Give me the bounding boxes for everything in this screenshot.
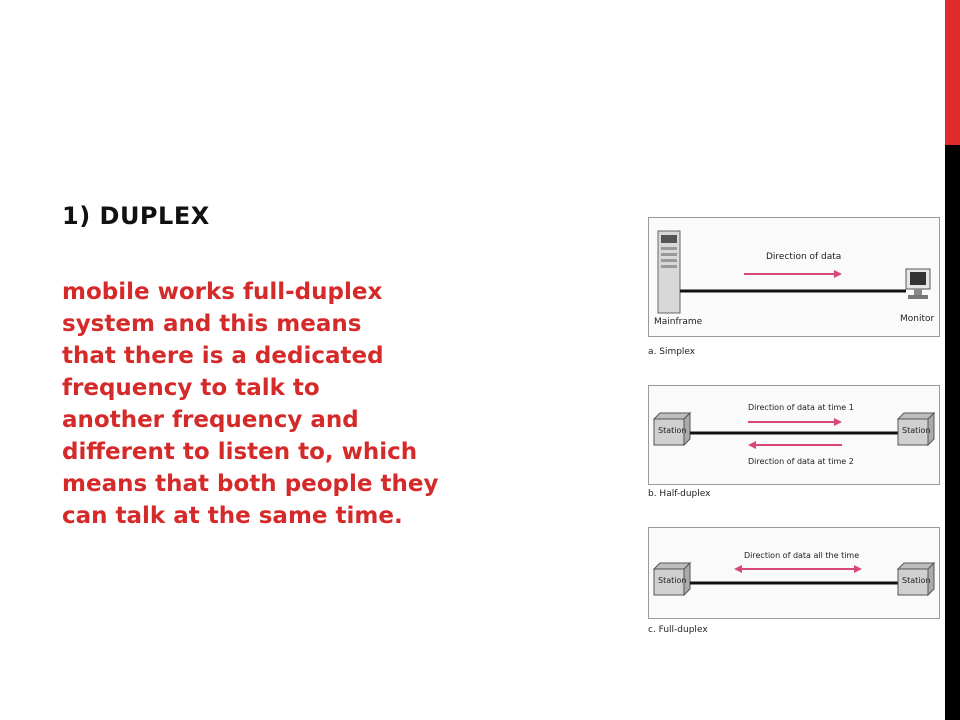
full-duplex-caption: c. Full-duplex [648,625,708,635]
transmission-modes-figure [644,213,945,643]
body-line: system and this means [62,311,362,337]
simplex-arrow-head [834,270,842,278]
half-duplex-label-time2: Direction of data at time 2 [748,457,854,466]
body-line: can talk at the same time. [62,503,403,529]
slide-body [62,276,602,532]
half-duplex-caption: b. Half-duplex [648,489,711,499]
monitor-icon [906,269,930,299]
simplex-panel [648,217,940,339]
left-station-label: Station [658,576,687,585]
left-station-label: Station [658,426,687,435]
full-duplex-panel [648,527,940,619]
simplex-arrow-label: Direction of data [766,252,842,262]
accent-bar-black [945,145,960,720]
half-duplex-panel [648,385,940,485]
half-duplex-diagram [648,385,940,485]
full-duplex-arrow-label: Direction of data all the time [744,551,860,560]
full-duplex-arrow-right-head [854,565,862,573]
body-line: means that both people they [62,471,439,497]
full-duplex-diagram [648,527,940,619]
full-duplex-arrow-left-head [734,565,742,573]
right-station-label: Station [902,576,931,585]
slide-title: 1) DUPLEX [62,202,210,230]
monitor-label: Monitor [900,314,935,324]
simplex-caption: a. Simplex [648,347,696,357]
body-line: different to listen to, which [62,439,418,465]
mainframe-label: Mainframe [654,317,703,327]
accent-bar-red [945,0,960,145]
half-duplex-arrow-left-head [748,441,756,449]
half-duplex-arrow-right-head [834,418,842,426]
half-duplex-label-time1: Direction of data at time 1 [748,403,854,412]
body-line: frequency to talk to [62,375,320,401]
body-line: mobile works full-duplex [62,279,383,305]
body-line: another frequency and [62,407,359,433]
body-line: that there is a dedicated [62,343,384,369]
right-station-label: Station [902,426,931,435]
mainframe-icon [658,231,680,313]
